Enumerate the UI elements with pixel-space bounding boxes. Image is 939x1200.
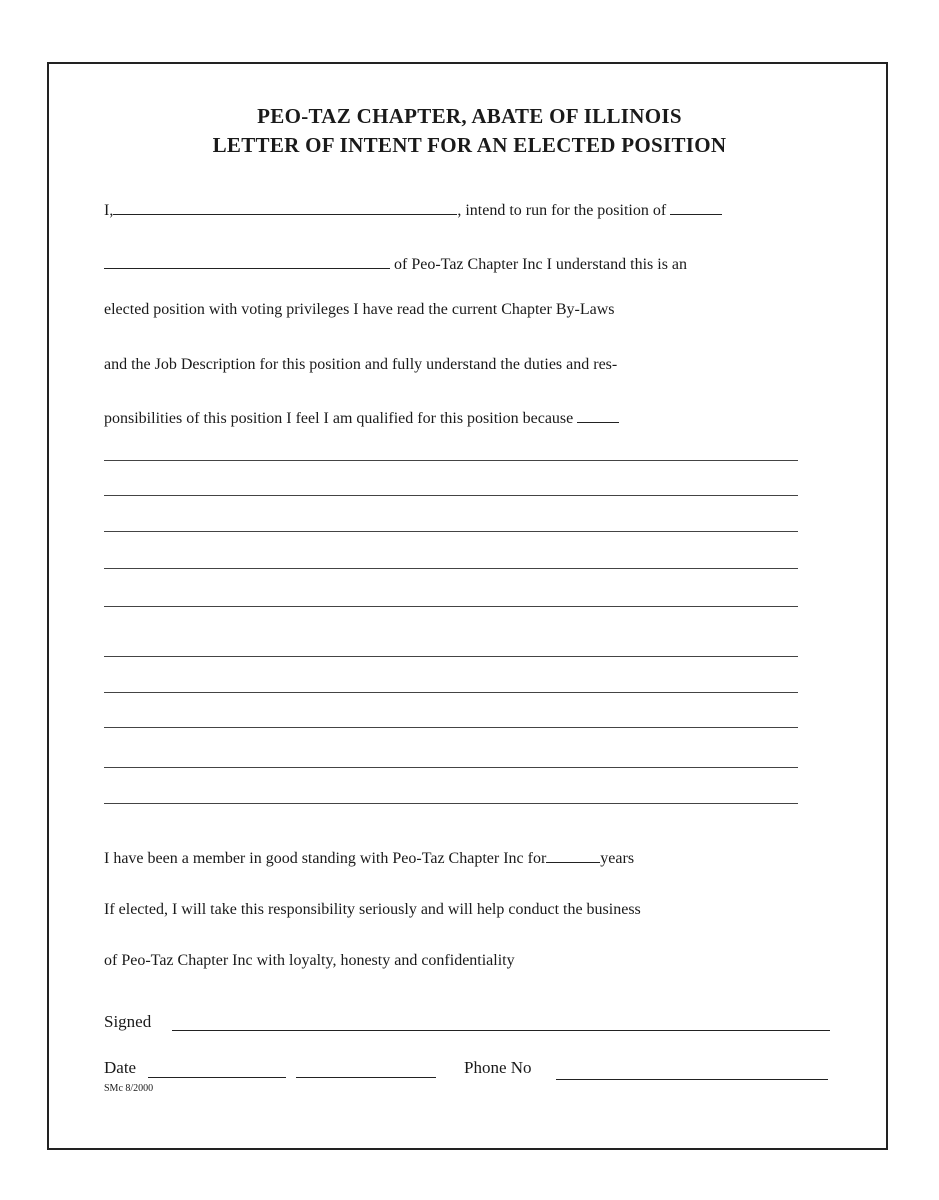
signature-field[interactable]	[172, 1030, 830, 1031]
date-label: Date	[104, 1058, 137, 1077]
intro-line-2	[104, 254, 687, 274]
position-field-part2[interactable]	[104, 254, 390, 269]
phone-field[interactable]	[556, 1079, 828, 1080]
commitment-line-1: If elected, I will take this responsibility seriously and will help conduct the business	[104, 901, 641, 918]
form-title-chapter: PEO-TAZ CHAPTER, ABATE OF ILLINOIS	[257, 104, 682, 128]
qualification-line[interactable]	[104, 531, 798, 532]
intro-line-4: and the Job Description for this position and fully understand the duties and res-	[104, 356, 618, 373]
date-field-extra[interactable]	[296, 1077, 436, 1078]
phone-label: Phone No	[464, 1058, 532, 1077]
qualification-line[interactable]	[104, 606, 798, 607]
years-label: years	[600, 850, 635, 867]
intro-line-3: elected position with voting privileges I have read the current Chapter By-Laws	[104, 301, 615, 318]
footer-code: SMc 8/2000	[104, 1083, 154, 1094]
intro-line-1	[104, 200, 722, 220]
form-title-letter: LETTER OF INTENT FOR AN ELECTED POSITION	[212, 133, 727, 157]
qualified-text: ponsibilities of this position I feel I am qualified for this position because	[104, 410, 574, 427]
qualification-line[interactable]	[104, 727, 798, 728]
intro-i-label: I,	[104, 202, 114, 219]
years-field[interactable]	[546, 848, 600, 863]
chapter-text: of Peo-Taz Chapter Inc I understand this is an	[394, 256, 688, 273]
date-field[interactable]	[148, 1077, 286, 1078]
qualification-line[interactable]	[104, 767, 798, 768]
qualification-field-start[interactable]	[577, 408, 619, 423]
membership-line	[104, 848, 634, 868]
qualification-line[interactable]	[104, 656, 798, 657]
position-field-part1[interactable]	[670, 200, 722, 215]
commitment-line-2: of Peo-Taz Chapter Inc with loyalty, honesty and confidentiality	[104, 952, 515, 969]
signed-label: Signed	[104, 1012, 152, 1031]
intro-line-5	[104, 408, 619, 428]
membership-text: I have been a member in good standing with Peo-Taz Chapter Inc for	[104, 850, 547, 867]
name-field[interactable]	[113, 200, 457, 215]
qualification-line[interactable]	[104, 692, 798, 693]
qualification-line[interactable]	[104, 803, 798, 804]
intend-text: , intend to run for the position of	[457, 202, 667, 219]
qualification-line[interactable]	[104, 460, 798, 461]
qualification-line[interactable]	[104, 568, 798, 569]
qualification-line[interactable]	[104, 495, 798, 496]
